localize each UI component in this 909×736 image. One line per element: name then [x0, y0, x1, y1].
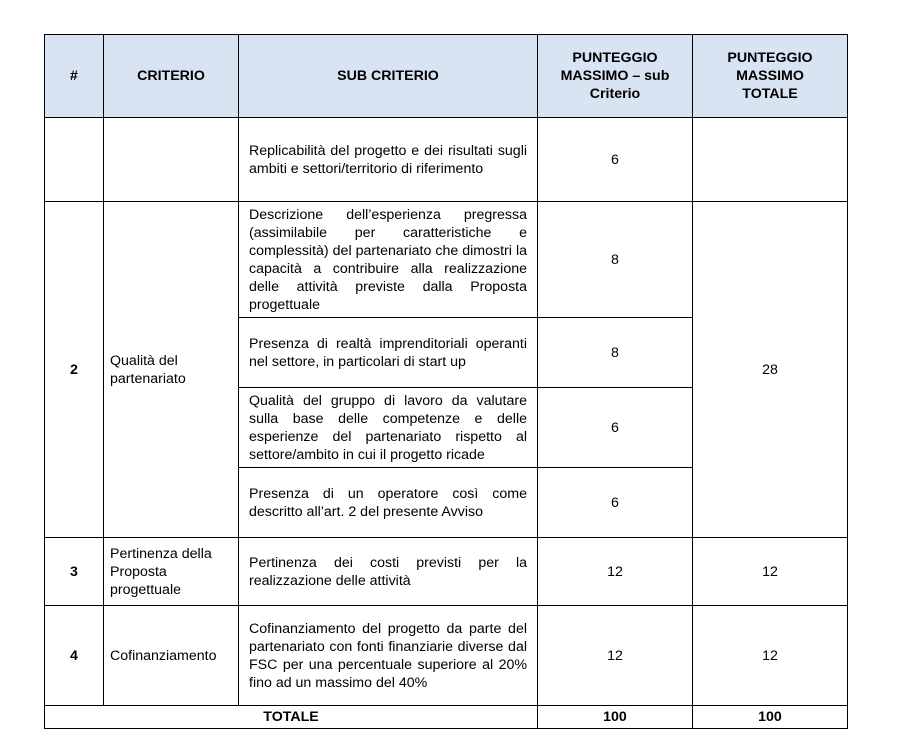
num-cell: 2: [45, 202, 104, 538]
totale-sub-score: 100: [538, 706, 693, 729]
totale-row: [45, 706, 848, 729]
total-score-cell: [693, 118, 848, 202]
table-row: [45, 202, 848, 318]
header-hash: #: [45, 35, 104, 118]
header-sub-criterio: SUB CRITERIO: [239, 35, 538, 118]
total-score-cell: 28: [693, 202, 848, 538]
sub-criterio-cell: Replicabilità del progetto e dei risultati sugli ambiti e settori/territorio di riferimento: [239, 118, 538, 202]
sub-score-cell: 12: [538, 538, 693, 606]
sub-criterio-cell: Pertinenza dei costi previsti per la realizzazione delle attività: [239, 538, 538, 606]
sub-score-cell: 12: [538, 606, 693, 706]
header-row: [45, 35, 848, 118]
header-punteggio-totale: PUNTEGGIO MASSIMO TOTALE: [693, 35, 848, 118]
sub-score-cell: 6: [538, 468, 693, 538]
sub-score-cell: 8: [538, 202, 693, 318]
sub-criterio-cell: Presenza di un operatore così come descritto all’art. 2 del presente Avviso: [239, 468, 538, 538]
criteria-table: [44, 34, 848, 729]
header-punteggio-sub: PUNTEGGIO MASSIMO – sub Criterio: [538, 35, 693, 118]
sub-score-cell: 6: [538, 388, 693, 468]
totale-label: TOTALE: [45, 706, 538, 729]
criterio-cell: Qualità del partenariato: [104, 202, 239, 538]
total-score-cell: 12: [693, 538, 848, 606]
header-criterio: CRITERIO: [104, 35, 239, 118]
total-score-cell: 12: [693, 606, 848, 706]
num-cell: [45, 118, 104, 202]
sub-score-cell: 8: [538, 318, 693, 388]
totale-total-score: 100: [693, 706, 848, 729]
criterio-cell: Pertinenza della Proposta progettuale: [104, 538, 239, 606]
table-row: [45, 118, 848, 202]
num-cell: 4: [45, 606, 104, 706]
sub-criterio-cell: Cofinanziamento del progetto da parte del partenariato con fonti finanziarie diverse dal FSC per una percentuale superiore al 20% fino ad un massimo del 40%: [239, 606, 538, 706]
table-row: [45, 538, 848, 606]
num-cell: 3: [45, 538, 104, 606]
criterio-cell: [104, 118, 239, 202]
sub-criterio-cell: Descrizione dell’esperienza pregressa (assimilabile per caratteristiche e complessità) del partenariato che dimostri la capacità a contribuire alla realizzazione delle attività previste dalla Proposta progettuale: [239, 202, 538, 318]
sub-criterio-cell: Qualità del gruppo di lavoro da valutare sulla base delle competenze e delle esperienze del partenariato rispetto al settore/ambito in cui il progetto ricade: [239, 388, 538, 468]
sub-criterio-cell: Presenza di realtà imprenditoriali operanti nel settore, in particolari di start up: [239, 318, 538, 388]
sub-score-cell: 6: [538, 118, 693, 202]
table-row: [45, 606, 848, 706]
criterio-cell: Cofinanziamento: [104, 606, 239, 706]
